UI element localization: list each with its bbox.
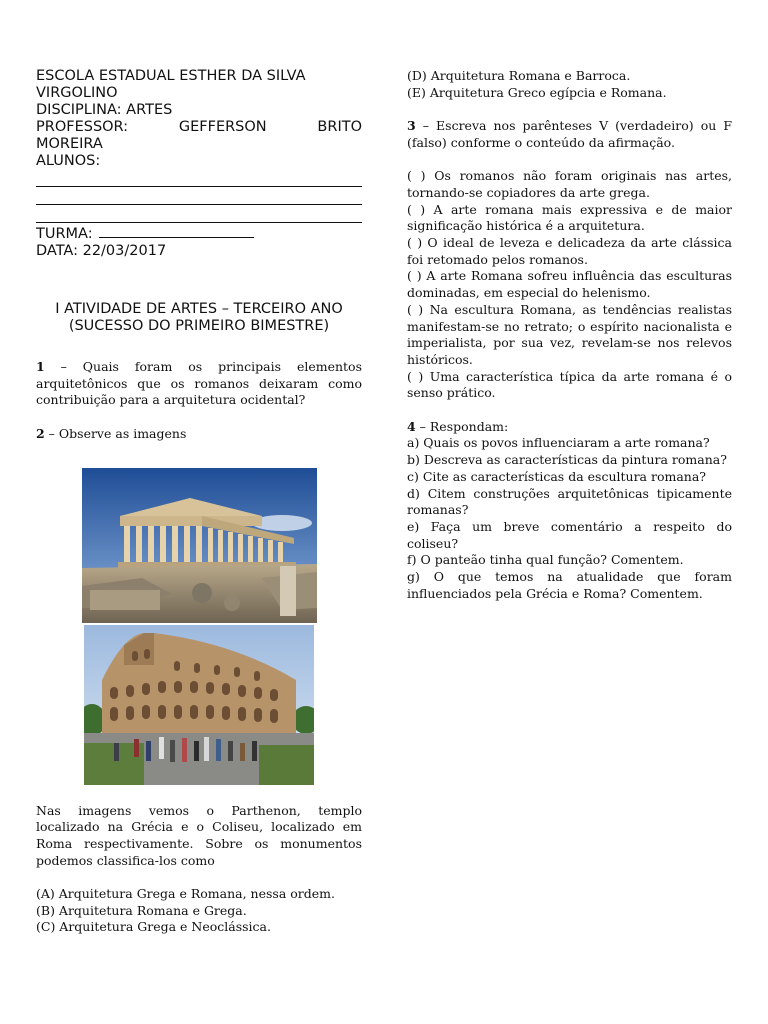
alunos-label: ALUNOS: [36,153,101,169]
turma-line [36,224,362,243]
q3-text: – Escreva nos parênteses V (verdadeiro) ou F (falso) conforme o conteúdo da afirmação. [407,118,732,150]
q4-item-c: c) Cite as características da escultura romana? [407,468,706,484]
parthenon-image [82,468,317,623]
question-4 [407,419,732,436]
turma-label: TURMA: [36,226,93,242]
date: DATA: 22/03/2017 [36,243,167,259]
professor-name-3: MOREIRA [36,136,103,152]
q4-item-g: g) O que temos na atualidade que foram influenciados pela Grécia e Roma? Comentem. [407,569,732,601]
q1-text: – Quais foram os principais elementos arquitetônicos que os romanos deixaram como contribuição para a arquitetura ocidental? [36,359,362,408]
q3-item-4[interactable]: ( ) A arte Romana sofreu influência das esculturas dominadas, em especial do helenismo. [407,268,732,301]
q4-number: 4 [407,418,416,434]
q2-option-d[interactable]: (D) Arquitetura Romana e Barroca. [407,68,631,83]
right-column [407,68,732,602]
q3-item-2[interactable]: ( ) A arte romana mais expressiva e de maior significação histórica é a arquitetura. [407,201,732,234]
q4-item-d: d) Citem construções arquitetônicas tipicamente romanas? [407,485,732,518]
q2-option-a[interactable]: (A) Arquitetura Grega e Romana, nessa ordem. [36,886,335,901]
professor-label: PROFESSOR: [36,119,129,135]
q3-item-5[interactable]: ( ) Na escultura Romana, as tendências realistas manifestam-se no retrato; o espírito nacionalista e imperialista, por sua vez, revelam-se nos relevos históricos. [407,301,732,367]
q3-item-3[interactable]: ( ) O ideal de leveza e delicadeza da arte clássica foi retomado pelos romanos. [407,235,732,267]
q4-item-a: a) Quais os povos influenciaram a arte romana? [407,435,710,451]
professor-name-1: GEFFERSON [178,119,267,135]
discipline: DISCIPLINA: ARTES [36,102,173,118]
q1-number: 1 [36,359,45,374]
q2-text: – Observe as imagens [44,425,187,441]
q4-text: – Respondam: [415,418,509,434]
q4-item-b: b) Descreva as características da pintura romana? [407,452,727,468]
colosseum-image [84,625,314,785]
q2-number: 2 [36,425,45,441]
turma-field[interactable] [99,224,254,238]
professor-line [36,119,362,136]
q2-option-c[interactable]: (C) Arquitetura Grega e Neoclássica. [36,919,271,935]
q4-item-e: e) Faça um breve comentário a respeito do coliseu? [407,518,732,551]
question-3 [407,118,732,151]
left-column [36,68,362,936]
q3-number: 3 [407,118,416,134]
header-block [36,68,362,260]
q3-item-1[interactable]: ( ) Os romanos não foram originais nas artes, tornando-se copiadores da arte grega. [407,168,732,200]
q2-option-e[interactable]: (E) Arquitetura Greco egípcia e Romana. [407,84,667,100]
q2-option-b[interactable]: (B) Arquitetura Romana e Grega. [36,902,247,918]
alunos-line-2[interactable] [36,188,362,205]
q4-item-f: f) O panteão tinha qual função? Comentem. [407,552,684,568]
school-name: ESCOLA ESTADUAL ESTHER DA SILVA VIRGOLINO [36,68,306,101]
activity-title: I ATIVIDADE DE ARTES – TERCEIRO ANO (SUCESSO DO PRIMEIRO BIMESTRE) [55,301,343,334]
question-2-body [36,803,362,937]
question-1 [36,359,362,443]
alunos-line-3[interactable] [36,206,362,223]
q3-item-6[interactable]: ( ) Uma característica típica da arte romana é o senso prático. [407,368,732,401]
alunos-line-1[interactable] [36,170,362,187]
professor-name-2: BRITO [317,119,362,135]
q2-description: Nas imagens vemos o Parthenon, templo localizado na Grécia e o Coliseu, localizado em Roma respectivamente. Sobre os monumentos podemos classifica-los como [36,802,362,868]
